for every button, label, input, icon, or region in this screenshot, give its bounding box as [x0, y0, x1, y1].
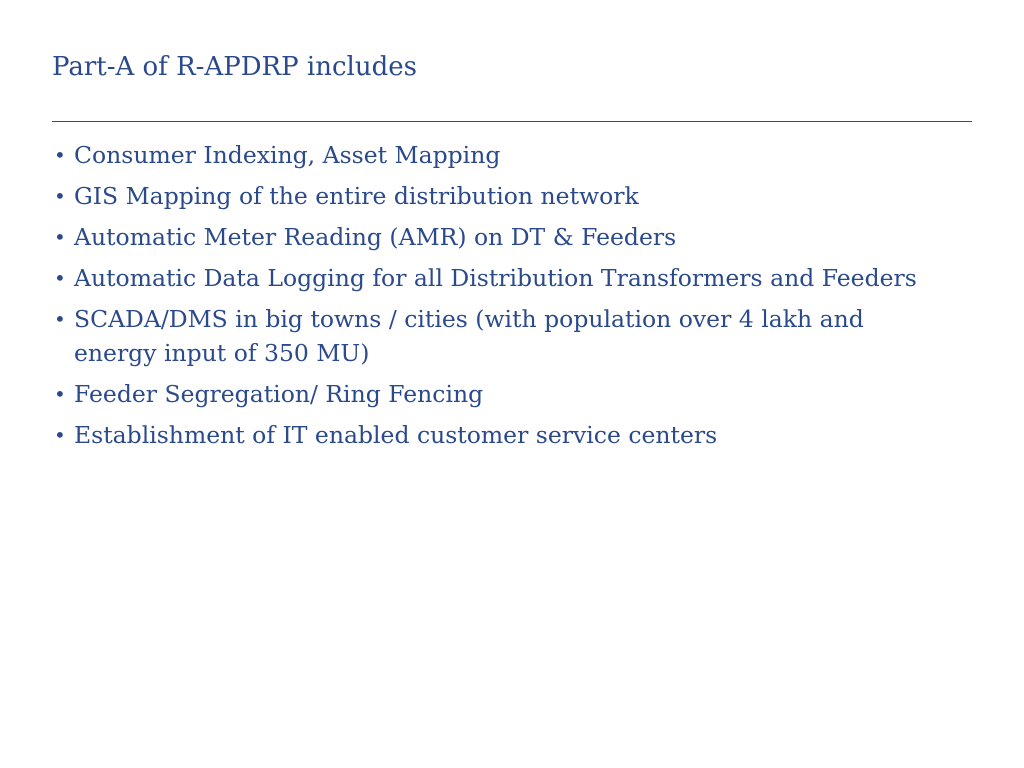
list-item-text: Consumer Indexing, Asset Mapping — [74, 141, 501, 169]
slide-title: Part-A of R-APDRP includes — [52, 52, 417, 82]
bullet-icon: • — [54, 423, 66, 447]
list-item — [52, 179, 952, 213]
list-item — [52, 302, 952, 370]
list-item — [52, 220, 952, 254]
bullet-icon: • — [54, 382, 66, 406]
list-item — [52, 418, 952, 452]
bullet-icon: • — [54, 307, 66, 331]
bullet-icon: • — [54, 143, 66, 167]
bullet-icon: • — [54, 266, 66, 290]
list-item — [52, 138, 952, 172]
bullet-icon: • — [54, 184, 66, 208]
list-item-text: Automatic Meter Reading (AMR) on DT & Feeders — [74, 223, 677, 251]
list-item-text: Establishment of IT enabled customer service centers — [74, 421, 718, 449]
bullet-icon: • — [54, 225, 66, 249]
list-item-text: SCADA/DMS in big towns / cities (with population over 4 lakh and energy input of 350 MU) — [74, 305, 864, 367]
list-item — [52, 261, 952, 295]
bullet-list — [52, 138, 952, 459]
list-item — [52, 377, 952, 411]
list-item-text: GIS Mapping of the entire distribution network — [74, 182, 639, 210]
title-divider — [52, 121, 972, 122]
list-item-text: Feeder Segregation/ Ring Fencing — [74, 380, 484, 408]
list-item-text: Automatic Data Logging for all Distribution Transformers and Feeders — [74, 264, 917, 292]
